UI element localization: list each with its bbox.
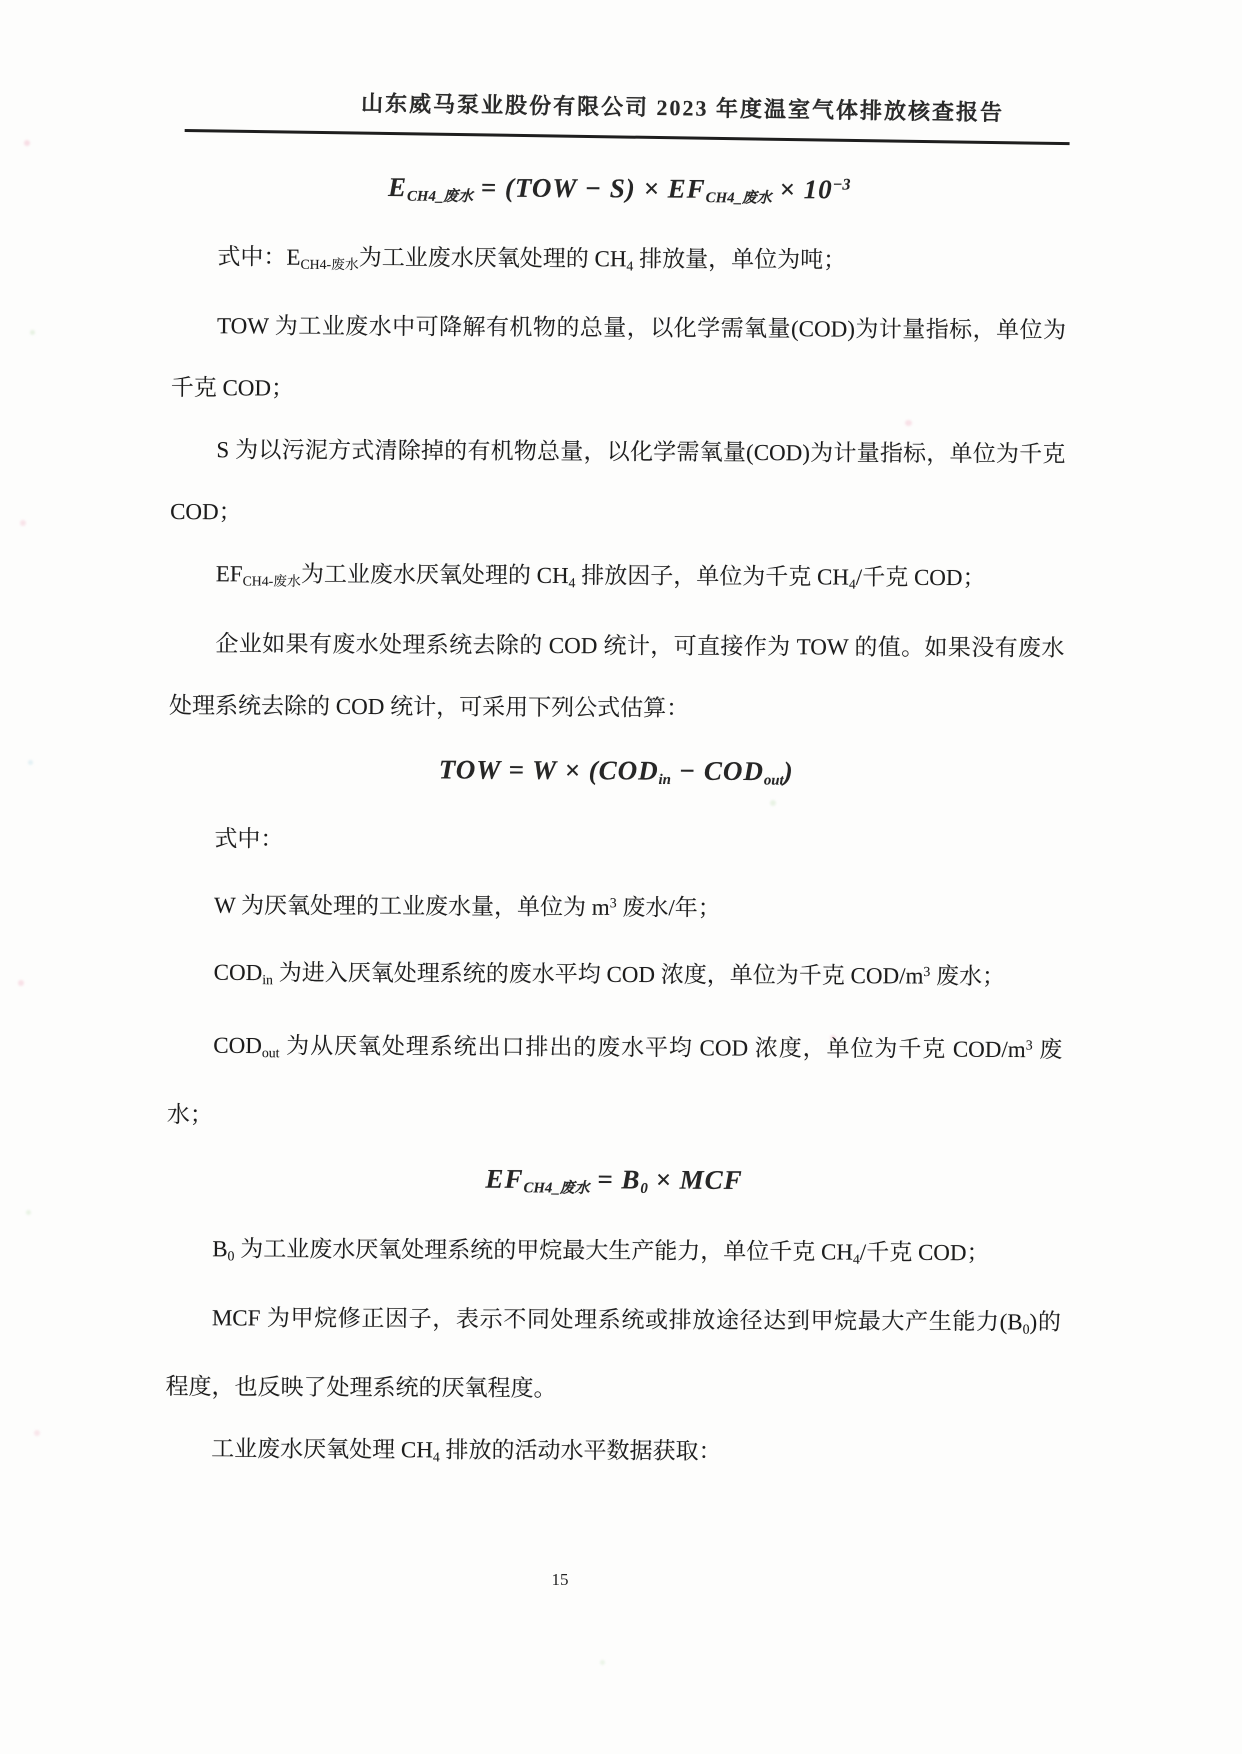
scan-noise-speck xyxy=(600,1660,605,1665)
document-footer xyxy=(0,1570,1120,1590)
scan-noise-speck xyxy=(18,980,24,986)
page-number: 15 xyxy=(551,1570,569,1589)
body-paragraph-definition-e: 式中：$E_{CH4-废水}$为工业废水厌氧处理的 $CH_4$ 排放量，单位为吨； xyxy=(217,244,847,274)
scan-noise-speck xyxy=(30,330,35,335)
body-paragraph-definition-tow: TOW 为工业废水中可降解有机物的总量，以化学需氧量(COD)为计量指标，单位为千克 COD； xyxy=(170,313,1067,402)
body-paragraph-definition-b0: $B_0$ 为工业废水厌氧处理系统的甲烷最大生产能力，单位千克 $CH_4/$千克 COD； xyxy=(212,1235,990,1267)
formula-tow: TOW = $W \times (COD_{in} - COD_{out})$ xyxy=(438,754,794,789)
body-paragraph-shizhong: 式中： xyxy=(214,826,284,852)
scan-noise-speck xyxy=(24,140,30,146)
body-paragraph-definition-s: S 为以污泥方式清除掉的有机物总量，以化学需氧量(COD)为计量指标，单位为千克 COD； xyxy=(170,437,1066,525)
body-paragraph-definition-w: W 为厌氧处理的工业废水量，单位为 $m^3$ 废水/年； xyxy=(213,892,721,921)
body-paragraph-definition-codin: $COD_{in}$ 为进入厌氧处理系统的废水平均 COD 浓度，单位为千克 COD/$m^3$ 废水； xyxy=(213,959,1006,989)
scan-noise-speck xyxy=(28,760,33,765)
report-title: 山东威马泵业股份有限公司 2023 年度温室气体排放核查报告 xyxy=(360,90,1005,126)
document-body xyxy=(165,150,1067,1492)
body-paragraph-definition-codout: $COD_{out}$ 为从厌氧处理系统出口排出的废水平均 COD 浓度，单位为千克 COD/$m^3$ 废水； xyxy=(166,1033,1063,1128)
formula-ch4-emission: $E_{CH4\_废水} = (TOW - S) \times EF_{CH4\_废水} \times 10^{-3}$ xyxy=(387,172,851,207)
formula-ef-b0-mcf: $EF_{CH4\_废水} = B_0$ × MCF xyxy=(485,1163,743,1198)
body-paragraph-cod-statistics: 企业如果有废水处理系统去除的 COD 统计，可直接作为 TOW 的值。如果没有废水处理系统去除的 COD 统计，可采用下列公式估算： xyxy=(169,630,1065,721)
body-paragraph-activity-data: 工业废水厌氧处理 $CH_4$ 排放的活动水平数据获取： xyxy=(211,1435,722,1465)
report-header xyxy=(185,84,1071,145)
scan-noise-speck xyxy=(34,1430,40,1436)
scan-noise-speck xyxy=(26,1210,31,1215)
scan-noise-speck xyxy=(20,520,26,526)
body-paragraph-definition-ef: $EF_{CH4-废水}$为工业废水厌氧处理的 $CH_4$ 排放因子，单位为千克 $CH_4/$千克 COD； xyxy=(215,561,986,593)
body-paragraph-definition-mcf: MCF 为甲烷修正因子，表示不同处理系统或排放途径达到甲烷最大产生能力$(B_0)$的程度，也反映了处理系统的厌氧程度。 xyxy=(165,1304,1061,1401)
